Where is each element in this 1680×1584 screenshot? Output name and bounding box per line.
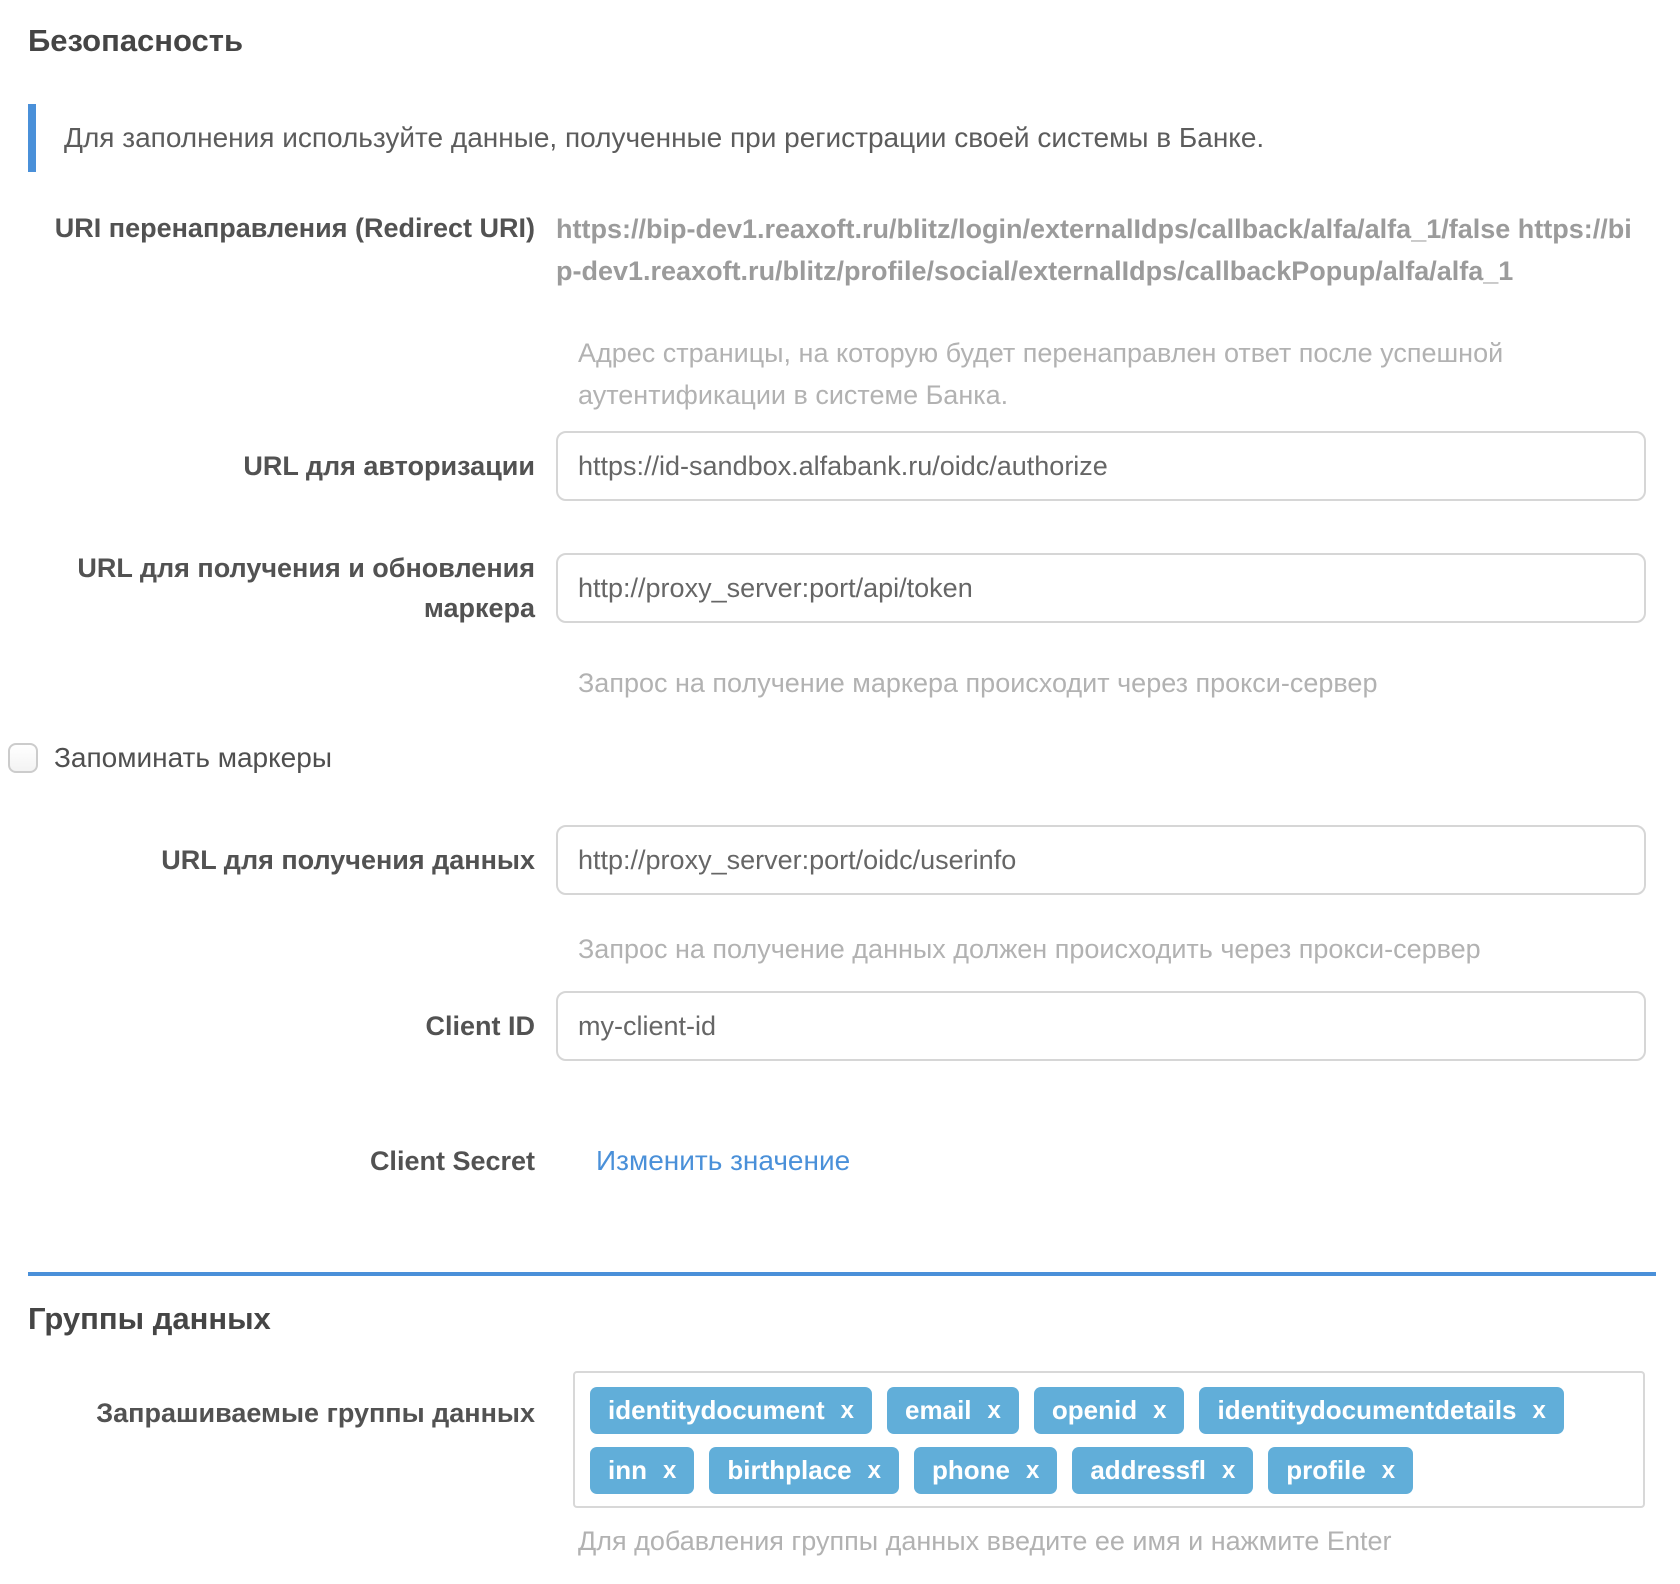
data-group-tag: [1199, 1387, 1563, 1434]
userinfo-url-input[interactable]: [556, 825, 1646, 895]
data-group-tag: [590, 1387, 872, 1434]
userinfo-url-row: [0, 825, 1680, 895]
data-group-tag: [1034, 1387, 1185, 1434]
data-group-tag-label: birthplace: [727, 1455, 852, 1485]
info-callout-text: Для заполнения используйте данные, полученные при регистрации своей системы в Банке.: [64, 122, 1265, 153]
security-section-title: Безопасность: [28, 23, 244, 58]
client-id-input[interactable]: [556, 991, 1646, 1061]
remove-tag-icon[interactable]: x: [1532, 1396, 1546, 1424]
remove-tag-icon[interactable]: x: [1025, 1456, 1040, 1484]
auth-url-label: URL для авторизации: [243, 451, 535, 481]
data-group-tag-label: openid: [1051, 1395, 1138, 1425]
data-groups-label: Запрашиваемые группы данных: [96, 1398, 535, 1428]
userinfo-url-label: URL для получения данных: [161, 845, 535, 875]
data-group-tag: [1072, 1447, 1253, 1494]
data-groups-section-title: Группы данных: [28, 1301, 271, 1336]
client-secret-row: [0, 1141, 1680, 1181]
change-secret-link[interactable]: Изменить значение: [596, 1145, 851, 1176]
remember-tokens-checkbox[interactable]: [8, 743, 38, 773]
remove-tag-icon[interactable]: x: [1221, 1456, 1236, 1484]
userinfo-url-help-row: [0, 928, 1680, 970]
data-group-tag: [709, 1447, 899, 1494]
token-url-row: [0, 548, 1680, 628]
redirect-uri-value: https://bip-dev1.reaxoft.ru/blitz/login/externalIdps/callback/alfa/alfa_1/false https://bip-dev1.reaxoft.ru/blitz/profile/social/externalIdps/callbackPopup/alfa/alfa_1: [556, 214, 1632, 286]
data-groups-tag-input[interactable]: [573, 1371, 1645, 1508]
data-group-tag: [1268, 1447, 1413, 1494]
remove-tag-icon[interactable]: x: [840, 1396, 855, 1424]
info-callout: [28, 104, 1680, 172]
remember-tokens-row: [8, 742, 1680, 774]
redirect-uri-row: [0, 208, 1680, 292]
data-groups-help-row: [0, 1520, 1680, 1562]
data-group-tag-label: inn: [608, 1455, 647, 1485]
client-secret-label: Client Secret: [369, 1146, 535, 1176]
auth-url-input[interactable]: [556, 431, 1646, 501]
data-group-tag: [914, 1447, 1057, 1494]
section-divider: [28, 1272, 1656, 1276]
data-group-tag-label: addressfl: [1090, 1455, 1206, 1485]
token-url-help-row: [0, 662, 1680, 704]
redirect-uri-help: Адрес страницы, на которую будет перенаправлен ответ после успешной аутентификации в системе Банка.: [578, 338, 1504, 410]
data-groups-row: [0, 1371, 1680, 1508]
remove-tag-icon[interactable]: x: [867, 1456, 881, 1484]
remove-tag-icon[interactable]: x: [1153, 1396, 1167, 1424]
data-groups-help: Для добавления группы данных введите ее имя и нажмите Enter: [578, 1526, 1392, 1556]
security-settings-page: [0, 24, 1680, 1562]
remove-tag-icon[interactable]: x: [663, 1456, 677, 1484]
userinfo-url-help: Запрос на получение данных должен происходить через прокси-сервер: [578, 934, 1481, 964]
remove-tag-icon[interactable]: x: [987, 1396, 1001, 1424]
remove-tag-icon[interactable]: x: [1381, 1456, 1396, 1484]
data-group-tag: [887, 1387, 1019, 1434]
client-id-label: Client ID: [425, 1011, 535, 1041]
token-url-input[interactable]: [556, 553, 1646, 623]
token-url-help: Запрос на получение маркера происходит через прокси-сервер: [578, 668, 1378, 698]
auth-url-row: [0, 431, 1680, 501]
data-group-tag-label: profile: [1286, 1455, 1366, 1485]
data-group-tag-label: email: [905, 1395, 972, 1425]
redirect-uri-help-row: [0, 332, 1680, 416]
data-group-tag-label: identitydocumentdetails: [1217, 1395, 1517, 1425]
client-id-row: [0, 991, 1680, 1061]
data-group-tag: [590, 1447, 694, 1494]
data-group-tag-label: phone: [931, 1455, 1010, 1485]
redirect-uri-label: URI перенаправления (Redirect URI): [54, 213, 535, 243]
remember-tokens-label: Запоминать маркеры: [54, 742, 332, 773]
token-url-label: URL для получения и обновления маркера: [77, 553, 535, 623]
data-group-tag-label: identitydocument: [608, 1395, 825, 1425]
